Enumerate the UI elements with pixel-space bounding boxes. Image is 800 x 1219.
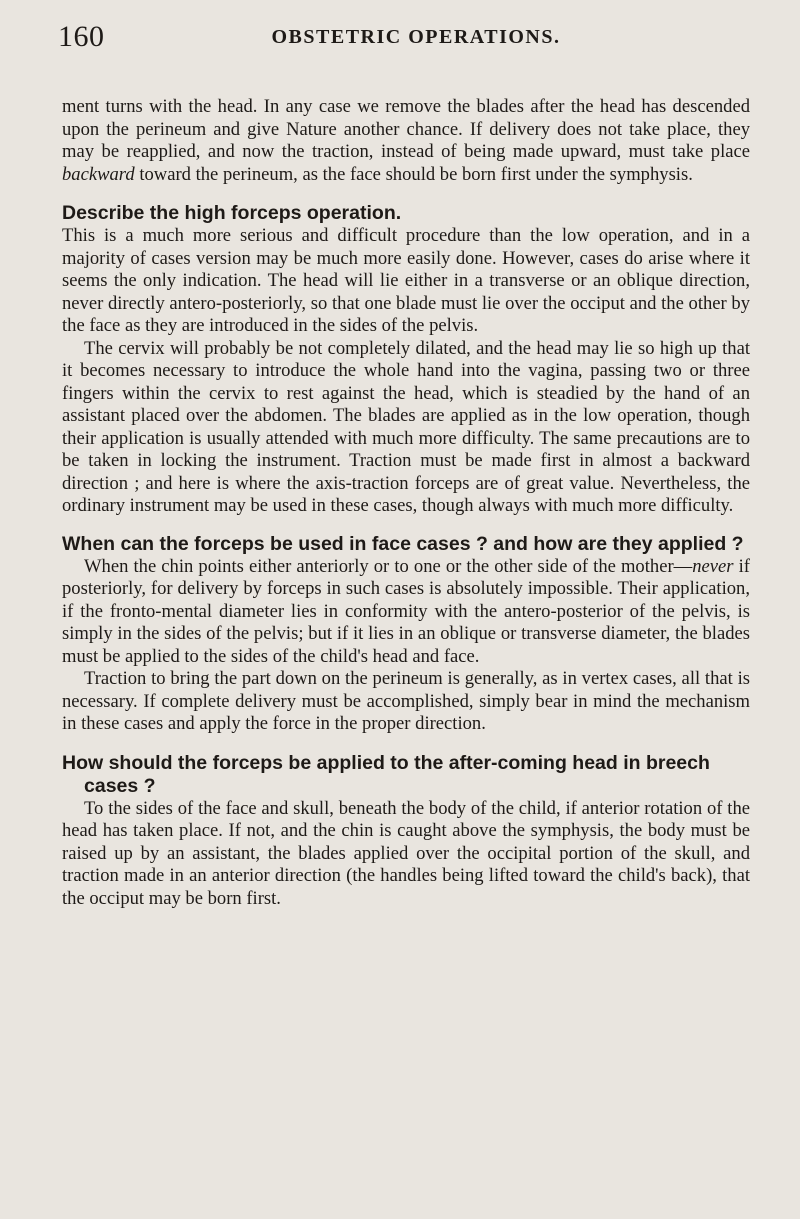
- intro-text-end: toward the perineum, as the face should be born first under the symphysis.: [139, 163, 693, 185]
- page-number: 160: [58, 20, 105, 53]
- running-head: [58, 20, 750, 60]
- running-title: OBSTETRIC OPERATIONS.: [271, 26, 561, 48]
- intro-text-start: ment turns with the head. In any case we remove the blades after the head has descended upon the perineum and give Nature another chance. If delivery does not take place, they may be reapplied, and now the traction, instead of being made upward, must take place: [62, 96, 750, 162]
- intro-paragraph: [62, 96, 750, 186]
- face-cases-paragraph-2: Traction to bring the part down on the perineum is generally, as in vertex cases, all that is necessary. If complete delivery must be accomplished, simply bear in mind the mechanism in these cases and apply the force in the proper direction.: [62, 668, 750, 734]
- high-forceps-paragraph-2: The cervix will probably be not completely dilated, and the head may lie so high up that it becomes necessary to introduce the whole hand into the vagina, passing two or three fingers within the cervix to rest against the head, which is steadied by the hand of an assistant placed over the abdomen. The blades are applied as in the low operation, though their application is usually attended with much more difficulty. The same precautions are to be taken in locking the instrument. Traction must be made first in almost a backward direction ; and here is where the axis-traction forceps are of great value. Nevertheless, the ordinary instrument may be used in these cases, though always with much more difficulty.: [62, 337, 750, 516]
- face-cases-text-start: When the chin points either anteriorly or to one or the other side of the mother—: [84, 555, 693, 577]
- breech-cases-paragraph-1: To the sides of the face and skull, beneath the body of the child, if anterior rotation of the head has taken place. If not, and the chin is caught above the symphysis, the body must be raised up by an assistant, the blades applied over the occipital portion of the skull, and traction made in an anterior direction (the handles being lifted toward the child's back), that the occiput may be born first.: [62, 797, 750, 909]
- face-cases-text-end: if posteriorly, for delivery by forceps in such cases is absolutely impossible. Their application, if the fronto-mental diameter lies in conformity with the antero-posterior of the pelvis, is simply in the sides of the pelvis; but if it lies in an oblique or transverse diameter, the blades must be applied to the sides of the child's head and face.: [62, 555, 750, 667]
- question-face-cases: When can the forceps be used in face cases ? and how are they applied ?: [62, 532, 744, 555]
- face-cases-emphasis: never: [692, 555, 734, 577]
- question-high-forceps: Describe the high forceps operation.: [62, 202, 402, 224]
- face-cases-paragraph-1: [62, 556, 750, 669]
- page-body: [62, 96, 750, 910]
- question-breech-cases: How should the forceps be applied to the after-coming head in breech cases ?: [62, 751, 710, 797]
- intro-emphasis: backward: [62, 163, 135, 185]
- high-forceps-paragraph-1: This is a much more serious and difficult procedure than the low operation, and in a majority of cases version may be much more easily done. However, cases do arise where it seems the only indication. The head will lie either in a transverse or an oblique direction, never directly antero-posteriorly, so that one blade must lie over the occiput and the other by the face as they are introduced in the sides of the pelvis.: [62, 225, 750, 336]
